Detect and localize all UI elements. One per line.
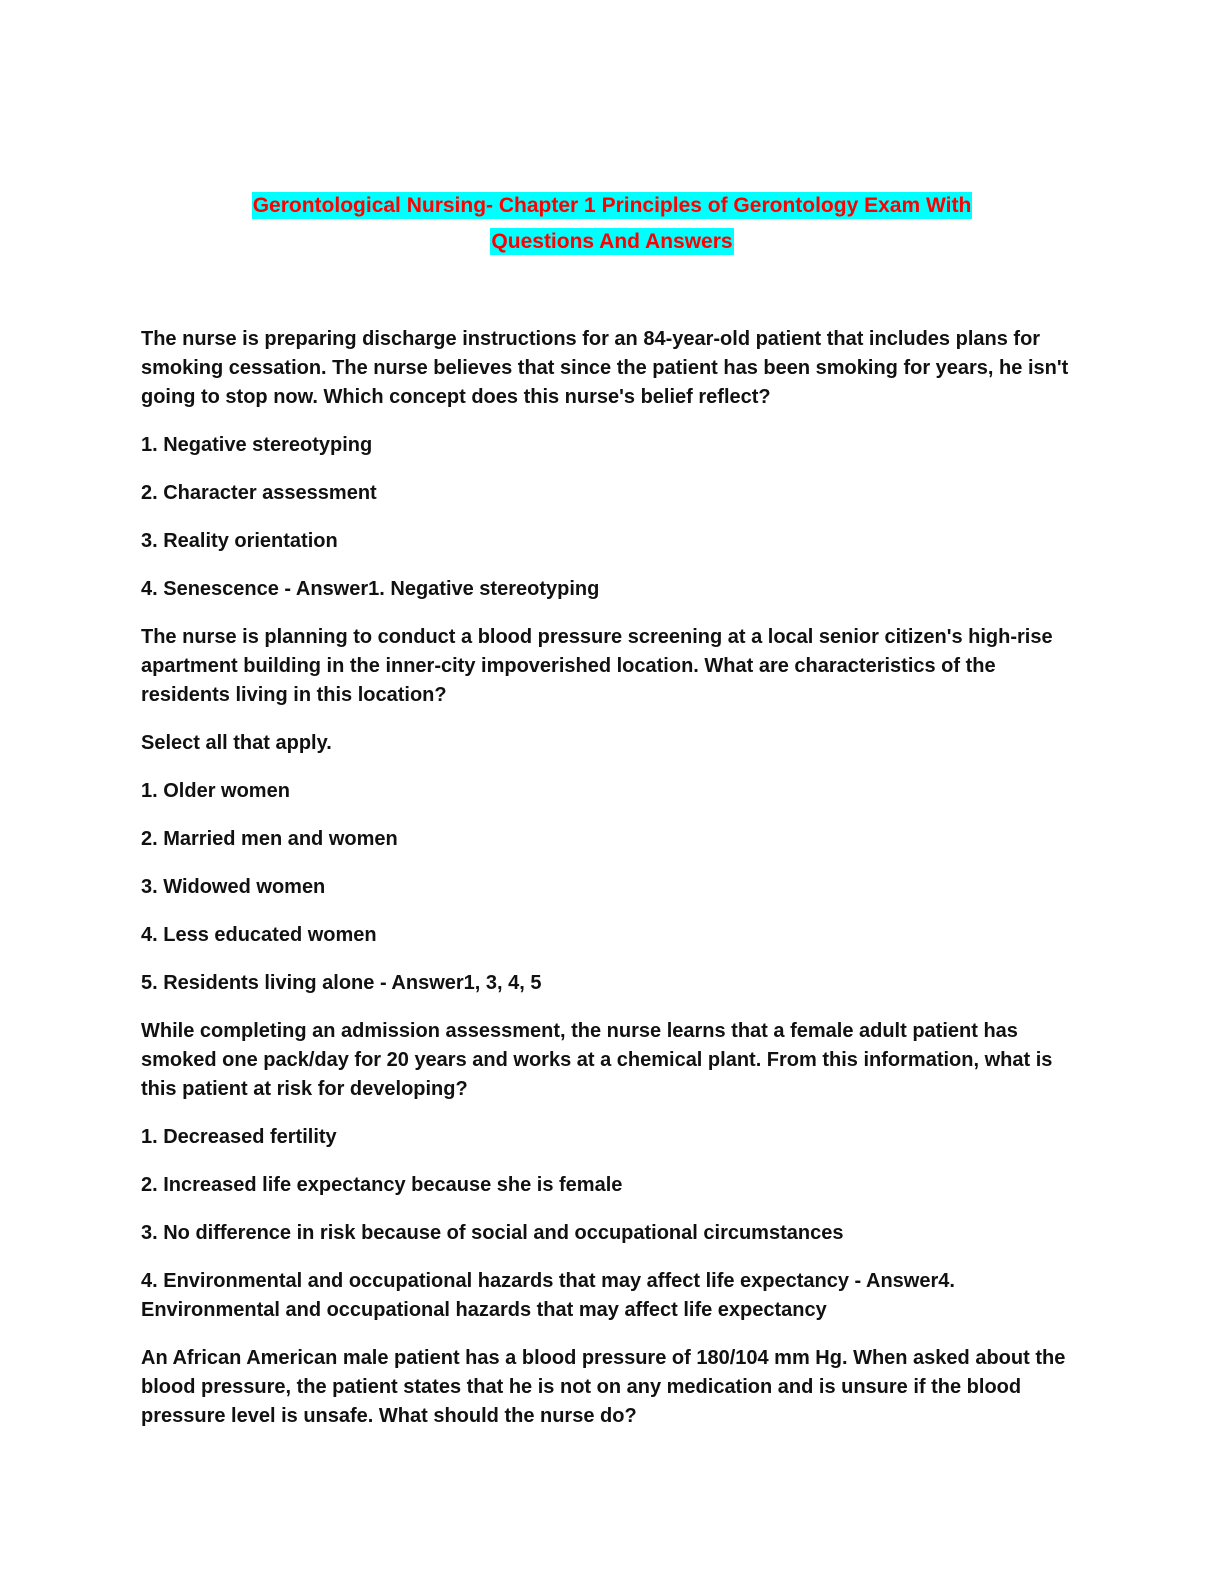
- question-1-option-1: 1. Negative stereotyping: [141, 434, 373, 456]
- question-2-stem: The nurse is planning to conduct a blood pressure screening at a local senior citizen's high-rise apartment building in the inner-city impoverished location. What are characteristics of the residents living in this location?: [141, 626, 1053, 706]
- question-1-option-4-answer: 4. Senescence - Answer1. Negative stereotyping: [141, 578, 600, 600]
- document-body: [141, 325, 1081, 1450]
- question-3-stem: While completing an admission assessment, the nurse learns that a female adult patient has smoked one pack/day for 20 years and works at a chemical plant. From this information, what is this patient at risk for developing?: [141, 1020, 1053, 1100]
- question-1-option-3: 3. Reality orientation: [141, 530, 338, 552]
- question-2-option-4: 4. Less educated women: [141, 924, 377, 946]
- question-1-stem: The nurse is preparing discharge instructions for an 84-year-old patient that includes plans for smoking cessation. The nurse believes that since the patient has been smoking for years, he isn't going to stop now. Which concept does this nurse's belief reflect?: [141, 328, 1069, 408]
- document-title: [0, 188, 1224, 260]
- question-3-option-4-answer: 4. Environmental and occupational hazards that may affect life expectancy - Answer4. Environmental and occupational hazards that may affect life expectancy: [141, 1270, 955, 1321]
- title-line-1: Gerontological Nursing- Chapter 1 Principles of Gerontology Exam With: [252, 194, 972, 217]
- question-3-option-3: 3. No difference in risk because of social and occupational circumstances: [141, 1222, 844, 1244]
- question-2-option-1: 1. Older women: [141, 780, 290, 802]
- question-2-instruction: Select all that apply.: [141, 732, 332, 754]
- question-4-stem: An African American male patient has a blood pressure of 180/104 mm Hg. When asked about the blood pressure, the patient states that he is not on any medication and is unsure if the blood pressure level is unsafe. What should the nurse do?: [141, 1347, 1066, 1427]
- title-line-2: Questions And Answers: [491, 230, 733, 253]
- question-1-option-2: 2. Character assessment: [141, 482, 377, 504]
- question-2-option-2: 2. Married men and women: [141, 828, 398, 850]
- question-3-option-2: 2. Increased life expectancy because she is female: [141, 1174, 623, 1196]
- question-3-option-1: 1. Decreased fertility: [141, 1126, 337, 1148]
- question-2-option-5-answer: 5. Residents living alone - Answer1, 3, 4, 5: [141, 972, 542, 994]
- question-2-option-3: 3. Widowed women: [141, 876, 326, 898]
